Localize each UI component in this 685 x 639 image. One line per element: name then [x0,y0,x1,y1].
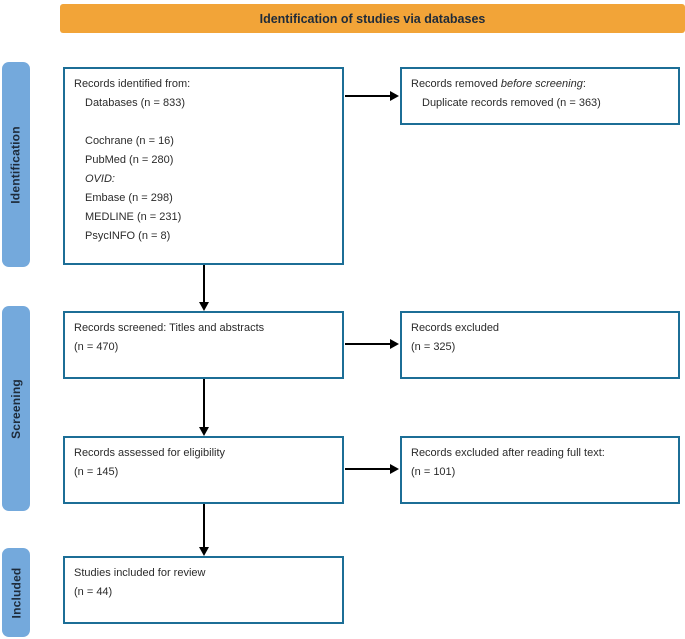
records-removed-title-colon: : [582,78,586,90]
box-records-excluded-fulltext [400,436,680,504]
records-identified-title: Records identified from: [74,78,191,90]
records-identified-list [74,94,333,246]
records-excluded-count: (n = 325) [411,341,456,353]
stage-included-label: Included [9,567,23,618]
records-excluded-fulltext-count: (n = 101) [411,466,456,478]
arrow-screened-to-excluded [345,343,390,345]
arrow-identified-to-screened [203,265,205,302]
records-identified-ovid: OVID: [85,173,115,185]
records-excluded-line1: Records excluded [411,322,500,334]
stage-identification-label: Identification [9,125,23,204]
records-identified-pubmed: PubMed (n = 280) [85,154,174,166]
records-assessed-line1: Records assessed for eligibility [74,447,226,459]
records-assessed-count: (n = 145) [74,466,119,478]
arrow-assessed-to-excluded-fulltext [345,468,390,470]
stage-screening [2,306,30,511]
banner-title: Identification of studies via databases [259,11,486,26]
studies-included-count: (n = 44) [74,586,113,598]
box-records-identified [63,67,344,265]
box-records-excluded [400,311,680,379]
arrow-assessed-to-included [203,504,205,547]
records-removed-title [411,75,669,94]
arrow-identified-to-removed [345,95,390,97]
box-records-removed [400,67,680,125]
banner [60,4,685,33]
records-identified-psycinfo: PsycINFO (n = 8) [85,230,171,242]
records-identified-cochrane: Cochrane (n = 16) [85,135,174,147]
stage-identification [2,62,30,267]
records-removed-duplicates: Duplicate records removed (n = 363) [422,97,601,109]
box-studies-included [63,556,344,624]
spacer-line [85,113,333,132]
records-screened-line1: Records screened: Titles and abstracts [74,322,265,334]
studies-included-line1: Studies included for review [74,567,206,579]
stage-included [2,548,30,637]
records-removed-detail-wrap [411,94,669,113]
records-identified-databases: Databases (n = 833) [85,97,185,109]
records-removed-title-italic: before screening [500,78,583,90]
records-excluded-fulltext-line1: Records excluded after reading full text: [411,447,605,459]
records-identified-embase: Embase (n = 298) [85,192,173,204]
arrow-screened-to-assessed [203,379,205,427]
records-screened-count: (n = 470) [74,341,119,353]
records-identified-medline: MEDLINE (n = 231) [85,211,182,223]
records-removed-title-part1: Records removed [411,78,501,90]
box-records-screened [63,311,344,379]
stage-screening-label: Screening [9,378,24,439]
box-records-assessed [63,436,344,504]
